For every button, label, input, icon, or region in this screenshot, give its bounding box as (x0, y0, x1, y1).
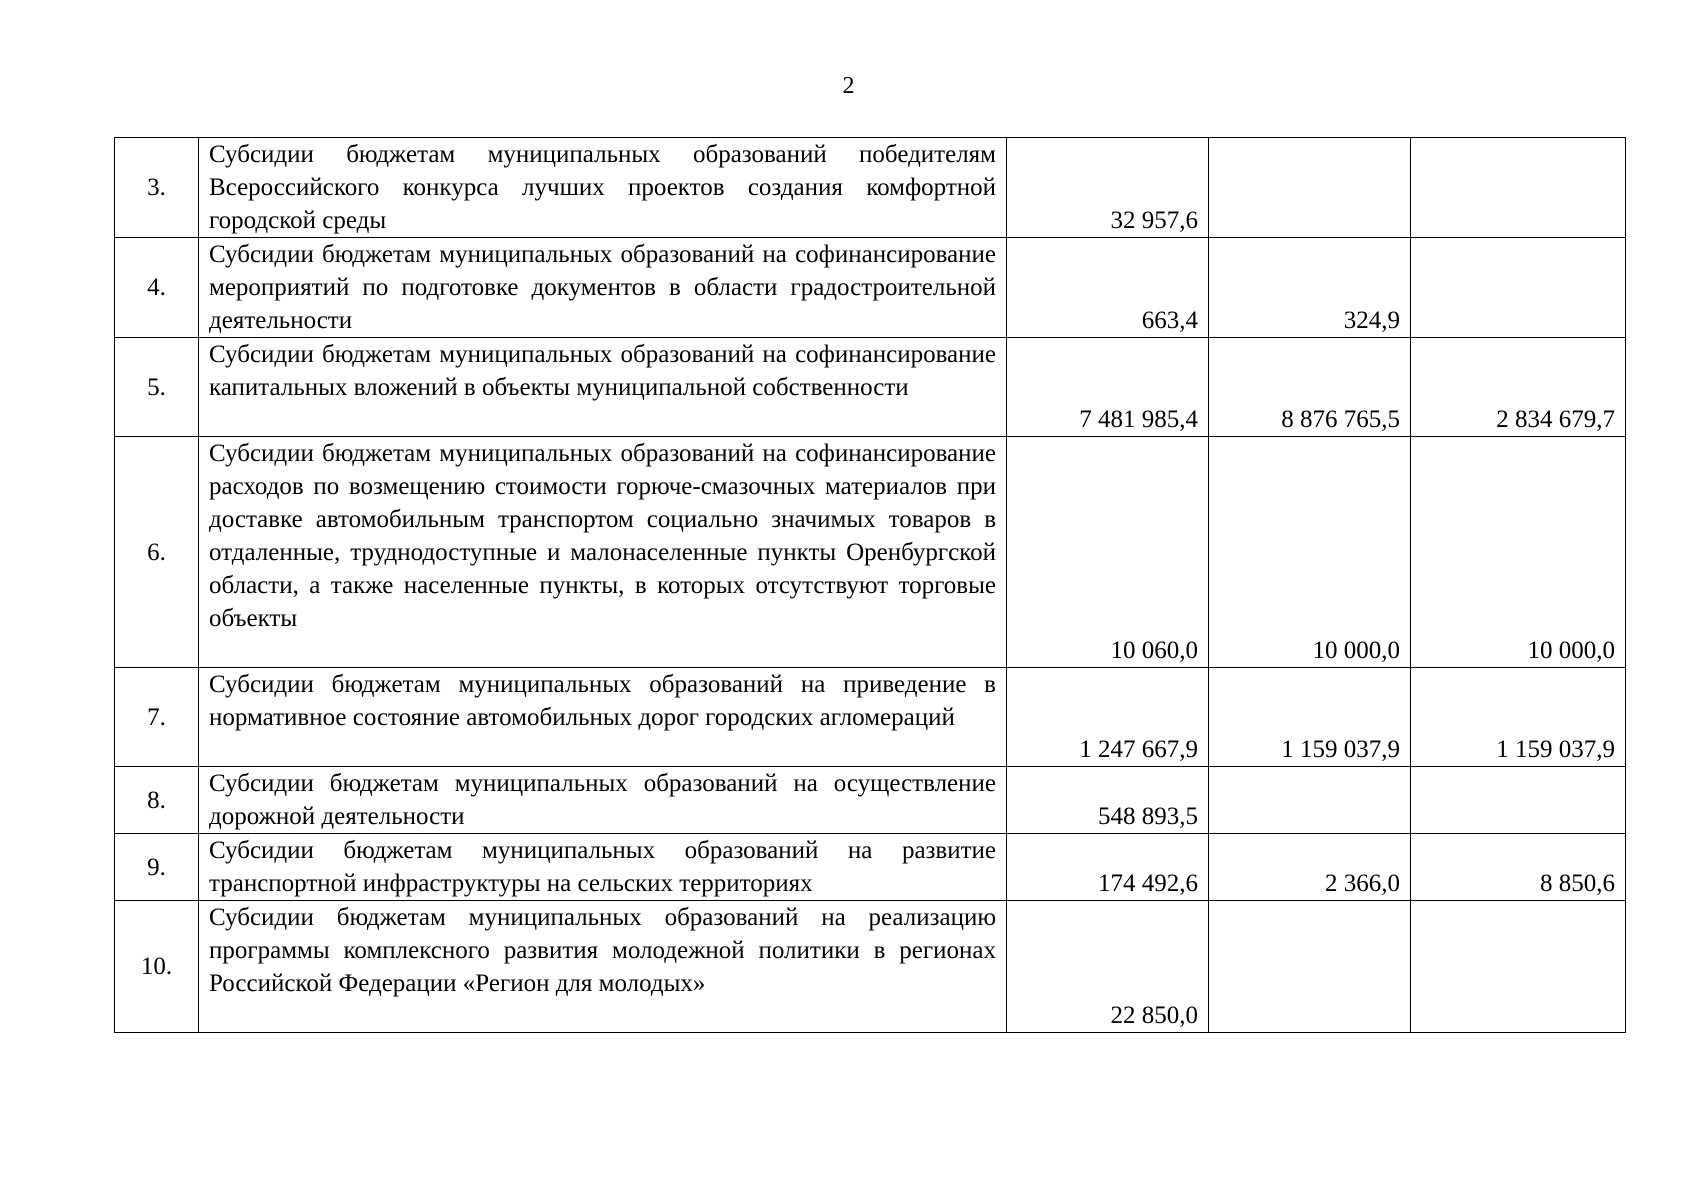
row-value-3 (1411, 238, 1626, 338)
row-number: 9. (115, 834, 199, 901)
row-number: 6. (115, 437, 199, 668)
table-row (115, 238, 1626, 338)
row-value-2 (1209, 138, 1411, 238)
page-number: 2 (842, 73, 855, 99)
row-value-3 (1411, 767, 1626, 834)
row-value-2: 1 159 037,9 (1209, 668, 1411, 767)
row-value-1: 1 247 667,9 (1007, 668, 1209, 767)
table-row (115, 668, 1626, 767)
row-value-3 (1411, 901, 1626, 1033)
row-value-2: 8 876 765,5 (1209, 338, 1411, 437)
row-value-2 (1209, 901, 1411, 1033)
row-description: Субсидии бюджетам муниципальных образований на осуществление дорожной деятельности (199, 767, 1007, 834)
row-description: Субсидии бюджетам муниципальных образований на софинансирование мероприятий по подготовке документов в области градостроительной деятельности (199, 238, 1007, 338)
row-description: Субсидии бюджетам муниципальных образований на реализацию программы комплексного развития молодежной политики в регионах Российской Федерации «Регион для молодых» (199, 901, 1007, 1033)
row-number: 3. (115, 138, 199, 238)
row-description: Субсидии бюджетам муниципальных образований на приведение в нормативное состояние автомобильных дорог городских агломераций (199, 668, 1007, 767)
row-number: 4. (115, 238, 199, 338)
row-value-1: 548 893,5 (1007, 767, 1209, 834)
row-value-2: 2 366,0 (1209, 834, 1411, 901)
table-row (115, 767, 1626, 834)
row-value-2: 324,9 (1209, 238, 1411, 338)
row-description: Субсидии бюджетам муниципальных образований на развитие транспортной инфраструктуры на сельских территориях (199, 834, 1007, 901)
row-value-2 (1209, 767, 1411, 834)
table-row (115, 437, 1626, 668)
row-number: 10. (115, 901, 199, 1033)
row-value-3: 8 850,6 (1411, 834, 1626, 901)
row-description: Субсидии бюджетам муниципальных образований на софинансирование расходов по возмещению стоимости горюче-смазочных материалов при доставке автомобильным транспортом социально значимых товаров в отдаленные, труднодоступные и малонаселенные пункты Оренбургской области, а также населенные пункты, в которых отсутствуют торговые объекты (199, 437, 1007, 668)
row-number: 8. (115, 767, 199, 834)
table-row (115, 138, 1626, 238)
row-value-3: 1 159 037,9 (1411, 668, 1626, 767)
subsidies-table (114, 137, 1626, 1033)
table-row (115, 338, 1626, 437)
row-number: 7. (115, 668, 199, 767)
table-row (115, 834, 1626, 901)
row-value-1: 663,4 (1007, 238, 1209, 338)
row-value-1: 32 957,6 (1007, 138, 1209, 238)
row-description: Субсидии бюджетам муниципальных образований победителям Всероссийского конкурса лучших проектов создания комфортной городской среды (199, 138, 1007, 238)
row-value-3: 2 834 679,7 (1411, 338, 1626, 437)
row-value-2: 10 000,0 (1209, 437, 1411, 668)
row-value-3 (1411, 138, 1626, 238)
row-value-1: 7 481 985,4 (1007, 338, 1209, 437)
row-description: Субсидии бюджетам муниципальных образований на софинансирование капитальных вложений в объекты муниципальной собственности (199, 338, 1007, 437)
table-row (115, 901, 1626, 1033)
row-value-1: 174 492,6 (1007, 834, 1209, 901)
row-value-1: 10 060,0 (1007, 437, 1209, 668)
row-value-3: 10 000,0 (1411, 437, 1626, 668)
row-value-1: 22 850,0 (1007, 901, 1209, 1033)
row-number: 5. (115, 338, 199, 437)
